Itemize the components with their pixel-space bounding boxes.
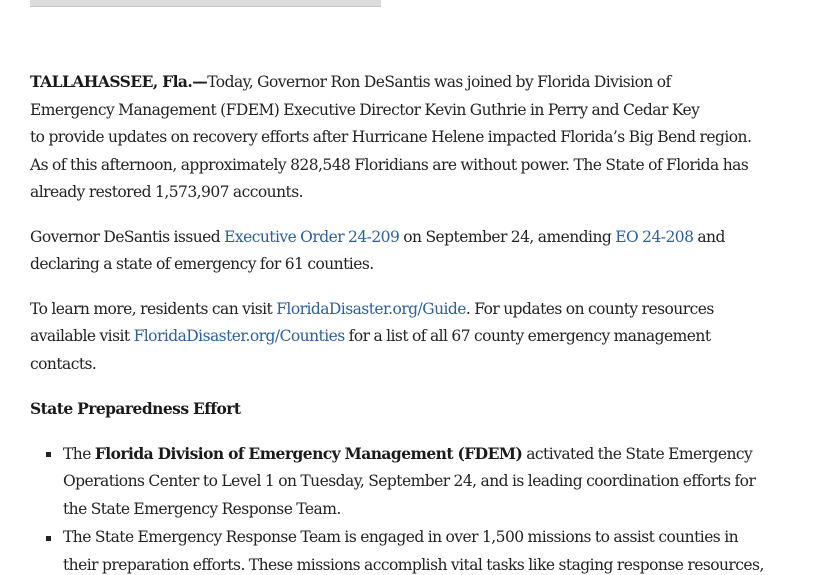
preparedness-list	[30, 440, 810, 575]
bullet-1-post: activated the State Emergency	[522, 444, 753, 463]
eo-text-2: on September 24, amending	[399, 227, 616, 246]
bullet-1-line-2: Operations Center to Level 1 on Tuesday, September 24, and is leading coordination efforts for	[63, 472, 756, 490]
intro-line-3: to provide updates on recovery efforts after Hurricane Helene impacted Florida’s Big Bend region.	[30, 128, 752, 146]
resources-text-1: To learn more, residents can visit	[30, 299, 277, 318]
intro-line-5: already restored 1,573,907 accounts.	[30, 183, 303, 201]
section-heading: State Preparedness Effort	[30, 399, 241, 418]
intro-line-4: As of this afternoon, approximately 828,548 Floridians are without power. The State of Florida has	[30, 155, 749, 174]
eo-24-208-link[interactable]: EO 24-208	[615, 227, 694, 246]
bullet-icon	[46, 536, 51, 541]
bullet-1-line-3: the State Emergency Response Team.	[63, 499, 341, 518]
resources-text-2: . For updates on county resources	[465, 299, 714, 318]
resources-text-4: for a list of all 67 county emergency management	[344, 327, 711, 345]
list-item	[63, 440, 810, 524]
eo-text-3: and	[693, 227, 725, 246]
executive-order-paragraph	[30, 224, 810, 279]
eo-text-1: Governor DeSantis issued	[30, 227, 225, 246]
bullet-icon	[46, 452, 51, 457]
resources-line-3: contacts.	[30, 354, 97, 373]
eo-line-2: declaring a state of emergency for 61 counties.	[30, 255, 374, 273]
florida-disaster-counties-link[interactable]: FloridaDisaster.org/Counties	[133, 327, 345, 345]
dateline: TALLAHASSEE, Fla.—	[30, 72, 208, 91]
florida-disaster-guide-link[interactable]: FloridaDisaster.org/Guide	[276, 299, 466, 318]
list-item	[63, 524, 810, 575]
top-image-placeholder	[30, 0, 381, 7]
intro-line-2: Emergency Management (FDEM) Executive Director Kevin Guthrie in Perry and Cedar Key	[30, 100, 700, 119]
article-body	[30, 68, 810, 575]
intro-paragraph	[30, 68, 810, 207]
bullet-2-line-1: The State Emergency Response Team is engaged in over 1,500 missions to assist counties in	[63, 528, 739, 546]
bullet-1-bold: Florida Division of Emergency Management (FDEM)	[94, 443, 523, 463]
intro-line-1: Today, Governor Ron DeSantis was joined by Florida Division of	[207, 73, 671, 91]
bullet-2-line-2: their preparation efforts. These missions accomplish vital tasks like staging response resources,	[63, 555, 764, 574]
resources-text-3: available visit	[30, 327, 134, 345]
bullet-1-pre: The	[63, 444, 95, 463]
resources-paragraph	[30, 296, 810, 379]
executive-order-24-209-link[interactable]: Executive Order 24-209	[224, 227, 400, 246]
